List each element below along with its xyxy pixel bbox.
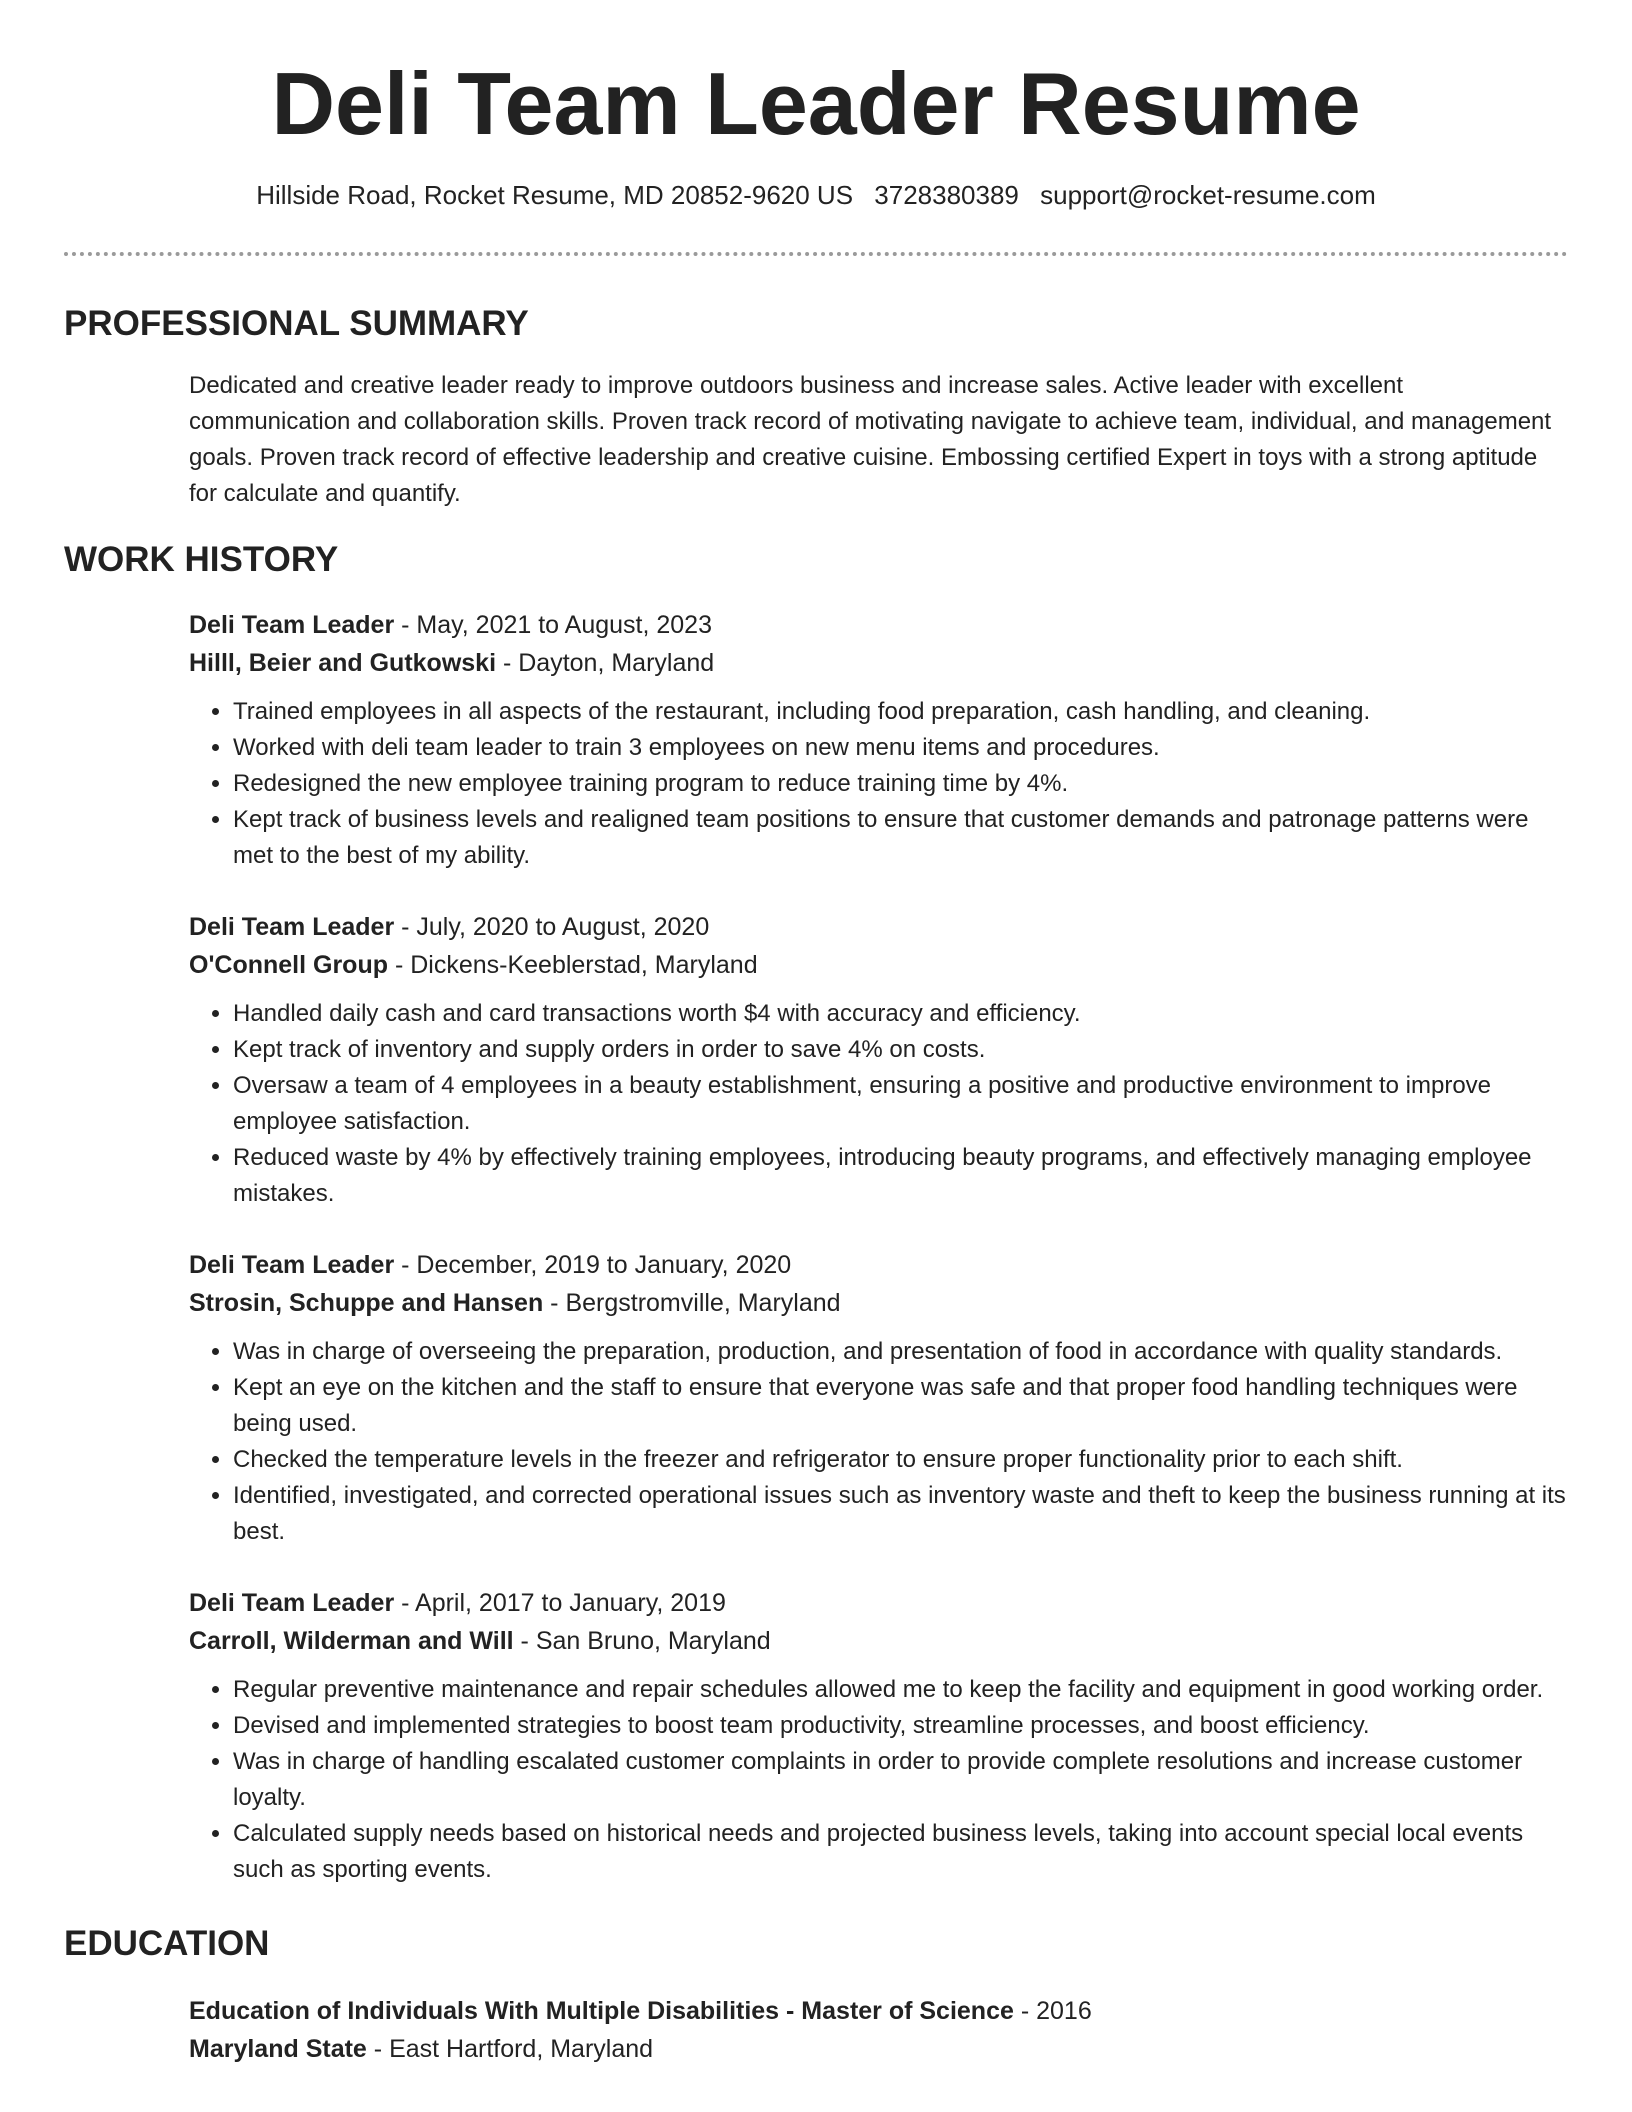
job-title-line: Deli Team Leader - May, 2021 to August, 2023 bbox=[189, 611, 712, 639]
job-dates: December, 2019 to January, 2020 bbox=[416, 1251, 792, 1279]
job-bullet: • Redesigned the new employee training program to reduce training time by 4%. bbox=[233, 766, 1568, 802]
job-bullet: • Trained employees in all aspects of the restaurant, including food preparation, cash handling, and cleaning. bbox=[233, 694, 1568, 730]
resume-title: Deli Team Leader Resume bbox=[271, 54, 1361, 153]
contact-phone: 3728380389 bbox=[874, 180, 1019, 210]
job-company-line: O'Connell Group - Dickens-Keeblerstad, Maryland bbox=[189, 951, 758, 979]
job-bullet: • Reduced waste by 4% by effectively training employees, introducing beauty programs, and effectively managing employee mistakes. bbox=[233, 1140, 1568, 1212]
job-dates: May, 2021 to August, 2023 bbox=[416, 611, 712, 639]
job-dates: July, 2020 to August, 2020 bbox=[416, 913, 710, 941]
job-location: Bergstromville, Maryland bbox=[565, 1289, 841, 1317]
education-degree: Education of Individuals With Multiple Disabilities - Master of Science bbox=[189, 1997, 1014, 2025]
job-bullet: • Identified, investigated, and corrected operational issues such as inventory waste and theft to keep the business running at its best. bbox=[233, 1478, 1568, 1550]
job-location: Dickens-Keeblerstad, Maryland bbox=[410, 951, 758, 979]
job-company: O'Connell Group bbox=[189, 951, 388, 979]
work-history-heading: WORK HISTORY bbox=[64, 540, 339, 579]
job-title: Deli Team Leader bbox=[189, 1251, 395, 1279]
education-school-line: Maryland State - East Hartford, Maryland bbox=[189, 2035, 654, 2063]
resume-page bbox=[64, 0, 1568, 2068]
job-company: Carroll, Wilderman and Will bbox=[189, 1627, 514, 1655]
job-bullet: • Checked the temperature levels in the freezer and refrigerator to ensure proper functionality prior to each shift. bbox=[233, 1442, 1568, 1478]
job-bullet: • Calculated supply needs based on historical needs and projected business levels, taking into account special local events such as sporting events. bbox=[233, 1816, 1568, 1888]
job-bullets bbox=[189, 694, 1568, 874]
summary-heading: PROFESSIONAL SUMMARY bbox=[64, 304, 529, 343]
job-company-line: Strosin, Schuppe and Hansen - Bergstromville, Maryland bbox=[189, 1289, 841, 1317]
job-bullet: • Kept track of business levels and realigned team positions to ensure that customer demands and patronage patterns were met to the best of my ability. bbox=[233, 802, 1568, 874]
job-bullet: • Handled daily cash and card transactions worth $4 with accuracy and efficiency. bbox=[233, 996, 1568, 1032]
contact-email: support@rocket-resume.com bbox=[1040, 180, 1376, 210]
job-title-line: Deli Team Leader - July, 2020 to August, 2020 bbox=[189, 913, 710, 941]
contact-address: Hillside Road, Rocket Resume, MD 20852-9620 US bbox=[256, 180, 854, 210]
job-bullets bbox=[189, 1334, 1568, 1550]
job-bullet: • Regular preventive maintenance and repair schedules allowed me to keep the facility and equipment in good working order. bbox=[233, 1672, 1568, 1708]
job-company: Hilll, Beier and Gutkowski bbox=[189, 649, 497, 677]
job-entry bbox=[189, 606, 1568, 874]
summary-text: Dedicated and creative leader ready to improve outdoors business and increase sales. Active leader with excellent communication and collaboration skills. Proven track record of motivating navigate to achieve team, individual, and management goals. Proven track record of effective leadership and creative cuisine. Embossing certified Expert in toys with a strong aptitude for calculate and quantify. bbox=[189, 372, 1552, 507]
education-degree-line: Education of Individuals With Multiple Disabilities - Master of Science - 2016 bbox=[189, 1997, 1092, 2025]
job-bullet: • Kept track of inventory and supply orders in order to save 4% on costs. bbox=[233, 1032, 1568, 1068]
job-bullet: • Devised and implemented strategies to boost team productivity, streamline processes, and boost efficiency. bbox=[233, 1708, 1568, 1744]
job-bullet: • Was in charge of handling escalated customer complaints in order to provide complete resolutions and increase customer loyalty. bbox=[233, 1744, 1568, 1816]
contact-line bbox=[64, 178, 1568, 212]
job-title-line: Deli Team Leader - April, 2017 to January, 2019 bbox=[189, 1589, 726, 1617]
job-bullet: • Oversaw a team of 4 employees in a beauty establishment, ensuring a positive and productive environment to improve employee satisfaction. bbox=[233, 1068, 1568, 1140]
education-location: East Hartford, Maryland bbox=[389, 2035, 654, 2063]
job-bullet: • Kept an eye on the kitchen and the staff to ensure that everyone was safe and that proper food handling techniques were being used. bbox=[233, 1370, 1568, 1442]
job-location: Dayton, Maryland bbox=[518, 649, 715, 677]
job-company-line: Carroll, Wilderman and Will - San Bruno, Maryland bbox=[189, 1627, 771, 1655]
job-entry bbox=[189, 1246, 1568, 1550]
job-title: Deli Team Leader bbox=[189, 611, 395, 639]
job-title: Deli Team Leader bbox=[189, 913, 395, 941]
job-entry bbox=[189, 1584, 1568, 1888]
education-school: Maryland State bbox=[189, 2035, 367, 2063]
header-divider bbox=[64, 252, 1568, 256]
job-bullets bbox=[189, 1672, 1568, 1888]
job-bullets bbox=[189, 996, 1568, 1212]
education-heading: EDUCATION bbox=[64, 1924, 270, 1963]
job-entry bbox=[189, 908, 1568, 1212]
education-year: 2016 bbox=[1036, 1997, 1092, 2025]
job-company-line: Hilll, Beier and Gutkowski - Dayton, Maryland bbox=[189, 649, 715, 677]
education-entry bbox=[189, 1992, 1568, 2068]
job-bullet: • Was in charge of overseeing the preparation, production, and presentation of food in accordance with quality standards. bbox=[233, 1334, 1568, 1370]
job-title: Deli Team Leader bbox=[189, 1589, 395, 1617]
job-bullet: • Worked with deli team leader to train 3 employees on new menu items and procedures. bbox=[233, 730, 1568, 766]
job-company: Strosin, Schuppe and Hansen bbox=[189, 1289, 544, 1317]
work-history-list bbox=[64, 606, 1568, 1888]
job-title-line: Deli Team Leader - December, 2019 to January, 2020 bbox=[189, 1251, 792, 1279]
job-location: San Bruno, Maryland bbox=[535, 1627, 771, 1655]
job-dates: April, 2017 to January, 2019 bbox=[415, 1589, 726, 1617]
